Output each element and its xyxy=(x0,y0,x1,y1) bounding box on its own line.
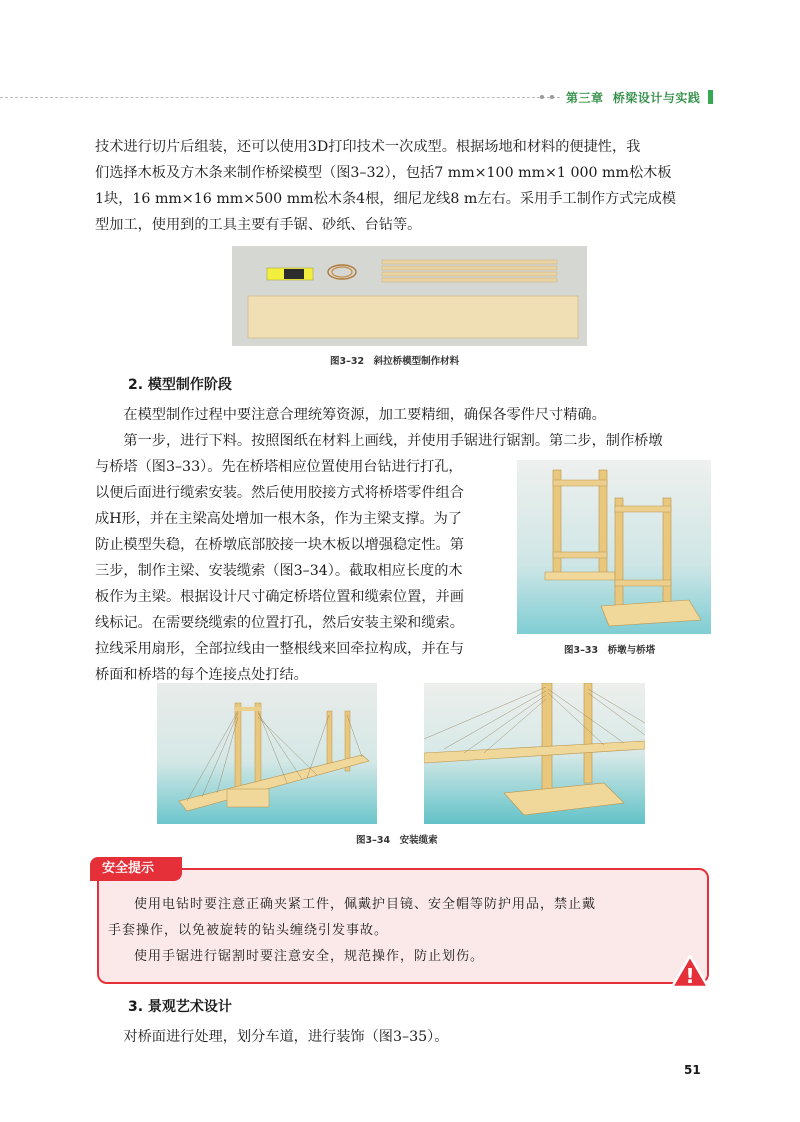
intro-line-3: 1块，16 mm×16 mm×500 mm松木条4根，细尼龙线8 m左右。采用手工制作方式完成模 xyxy=(95,191,676,207)
wrap-line-9: 桥面和桥塔的每个连接点处打结。 xyxy=(95,667,308,683)
section-2-heading: 2. 模型制作阶段 xyxy=(128,377,232,393)
figure-3-34-photo-left xyxy=(157,683,377,824)
wrap-line-6: 板作为主梁。根据设计尺寸确定桥塔位置和缆索位置，并画 xyxy=(95,589,464,605)
wrap-line-2: 以便后面进行缆索安装。然后使用胶接方式将桥塔零件组合 xyxy=(95,485,464,501)
header-dot xyxy=(550,95,554,99)
running-header xyxy=(566,89,700,106)
safety-line-1: 使用电钻时要注意正确夹紧工件，佩戴护目镜、安全帽等防护用品，禁止戴 xyxy=(134,897,597,912)
warning-icon xyxy=(670,954,710,990)
wrap-line-8: 拉线采用扇形，全部拉线由一整根线来回牵拉构成，并在与 xyxy=(95,641,464,657)
bridge-cables-illustration-left xyxy=(157,683,377,824)
figure-3-34-photo-right xyxy=(424,683,645,824)
chapter-title: 桥梁设计与实践 xyxy=(612,91,701,105)
safety-line-2: 手套操作，以免被旋转的钻头缠绕引发事故。 xyxy=(108,923,389,938)
wrap-line-5: 三步，制作主梁、安装缆索（图3–34）。截取相应长度的木 xyxy=(95,563,463,579)
figure-3-34-caption: 图3–34 安装缆索 xyxy=(356,835,438,846)
section-3-heading: 3. 景观艺术设计 xyxy=(128,999,232,1015)
figure-3-33-caption: 图3–33 桥墩与桥塔 xyxy=(564,645,656,656)
header-rule xyxy=(0,97,560,98)
materials-illustration xyxy=(232,246,587,346)
wrap-line-1: 与桥塔（图3–33）。先在桥塔相应位置使用台钻进行打孔， xyxy=(95,459,463,475)
towers-illustration xyxy=(517,460,711,634)
intro-line-4: 型加工，使用到的工具主要有手锯、砂纸、台钻等。 xyxy=(95,217,422,233)
wrap-line-4: 防止模型失稳，在桥墩底部胶接一块木板以增强稳定性。第 xyxy=(95,537,464,553)
page-number: 51 xyxy=(684,1063,701,1077)
chapter-label: 第三章 xyxy=(566,91,604,105)
safety-tip-tab: 安全提示 xyxy=(90,857,182,881)
landscape-paragraph: 对桥面进行处理，划分车道，进行装饰（图3–35）。 xyxy=(123,1029,449,1045)
header-dot xyxy=(540,95,544,99)
figure-3-32-photo xyxy=(232,246,587,346)
warning-icon-symbol: ! xyxy=(685,964,695,988)
stage-paragraph: 在模型制作过程中要注意合理统筹资源，加工要精细，确保各零件尺寸精确。 xyxy=(123,407,606,423)
step1-line: 第一步，进行下料。按照图纸在材料上画线，并使用手锯进行锯割。第二步，制作桥墩 xyxy=(123,433,663,449)
figure-3-33-photo xyxy=(517,460,711,634)
wrap-line-3: 成H形，并在主梁高处增加一根木条，作为主梁支撑。为了 xyxy=(95,511,463,527)
safety-line-3: 使用手锯进行锯割时要注意安全，规范操作，防止划伤。 xyxy=(134,949,485,964)
wrap-line-7: 线标记。在需要绕缆索的位置打孔，然后安装主梁和缆索。 xyxy=(95,615,464,631)
intro-line-2: 们选择木板及方木条来制作桥梁模型（图3–32），包括7 mm×100 mm×1 000 mm松木板 xyxy=(95,165,672,181)
bridge-cables-illustration-right xyxy=(424,683,645,824)
figure-3-32-caption: 图3–32 斜拉桥模型制作材料 xyxy=(330,356,460,367)
intro-line-1: 技术进行切片后组装，还可以使用3D打印技术一次成型。根据场地和材料的便捷性，我 xyxy=(95,139,641,155)
header-accent-bar xyxy=(708,90,713,104)
